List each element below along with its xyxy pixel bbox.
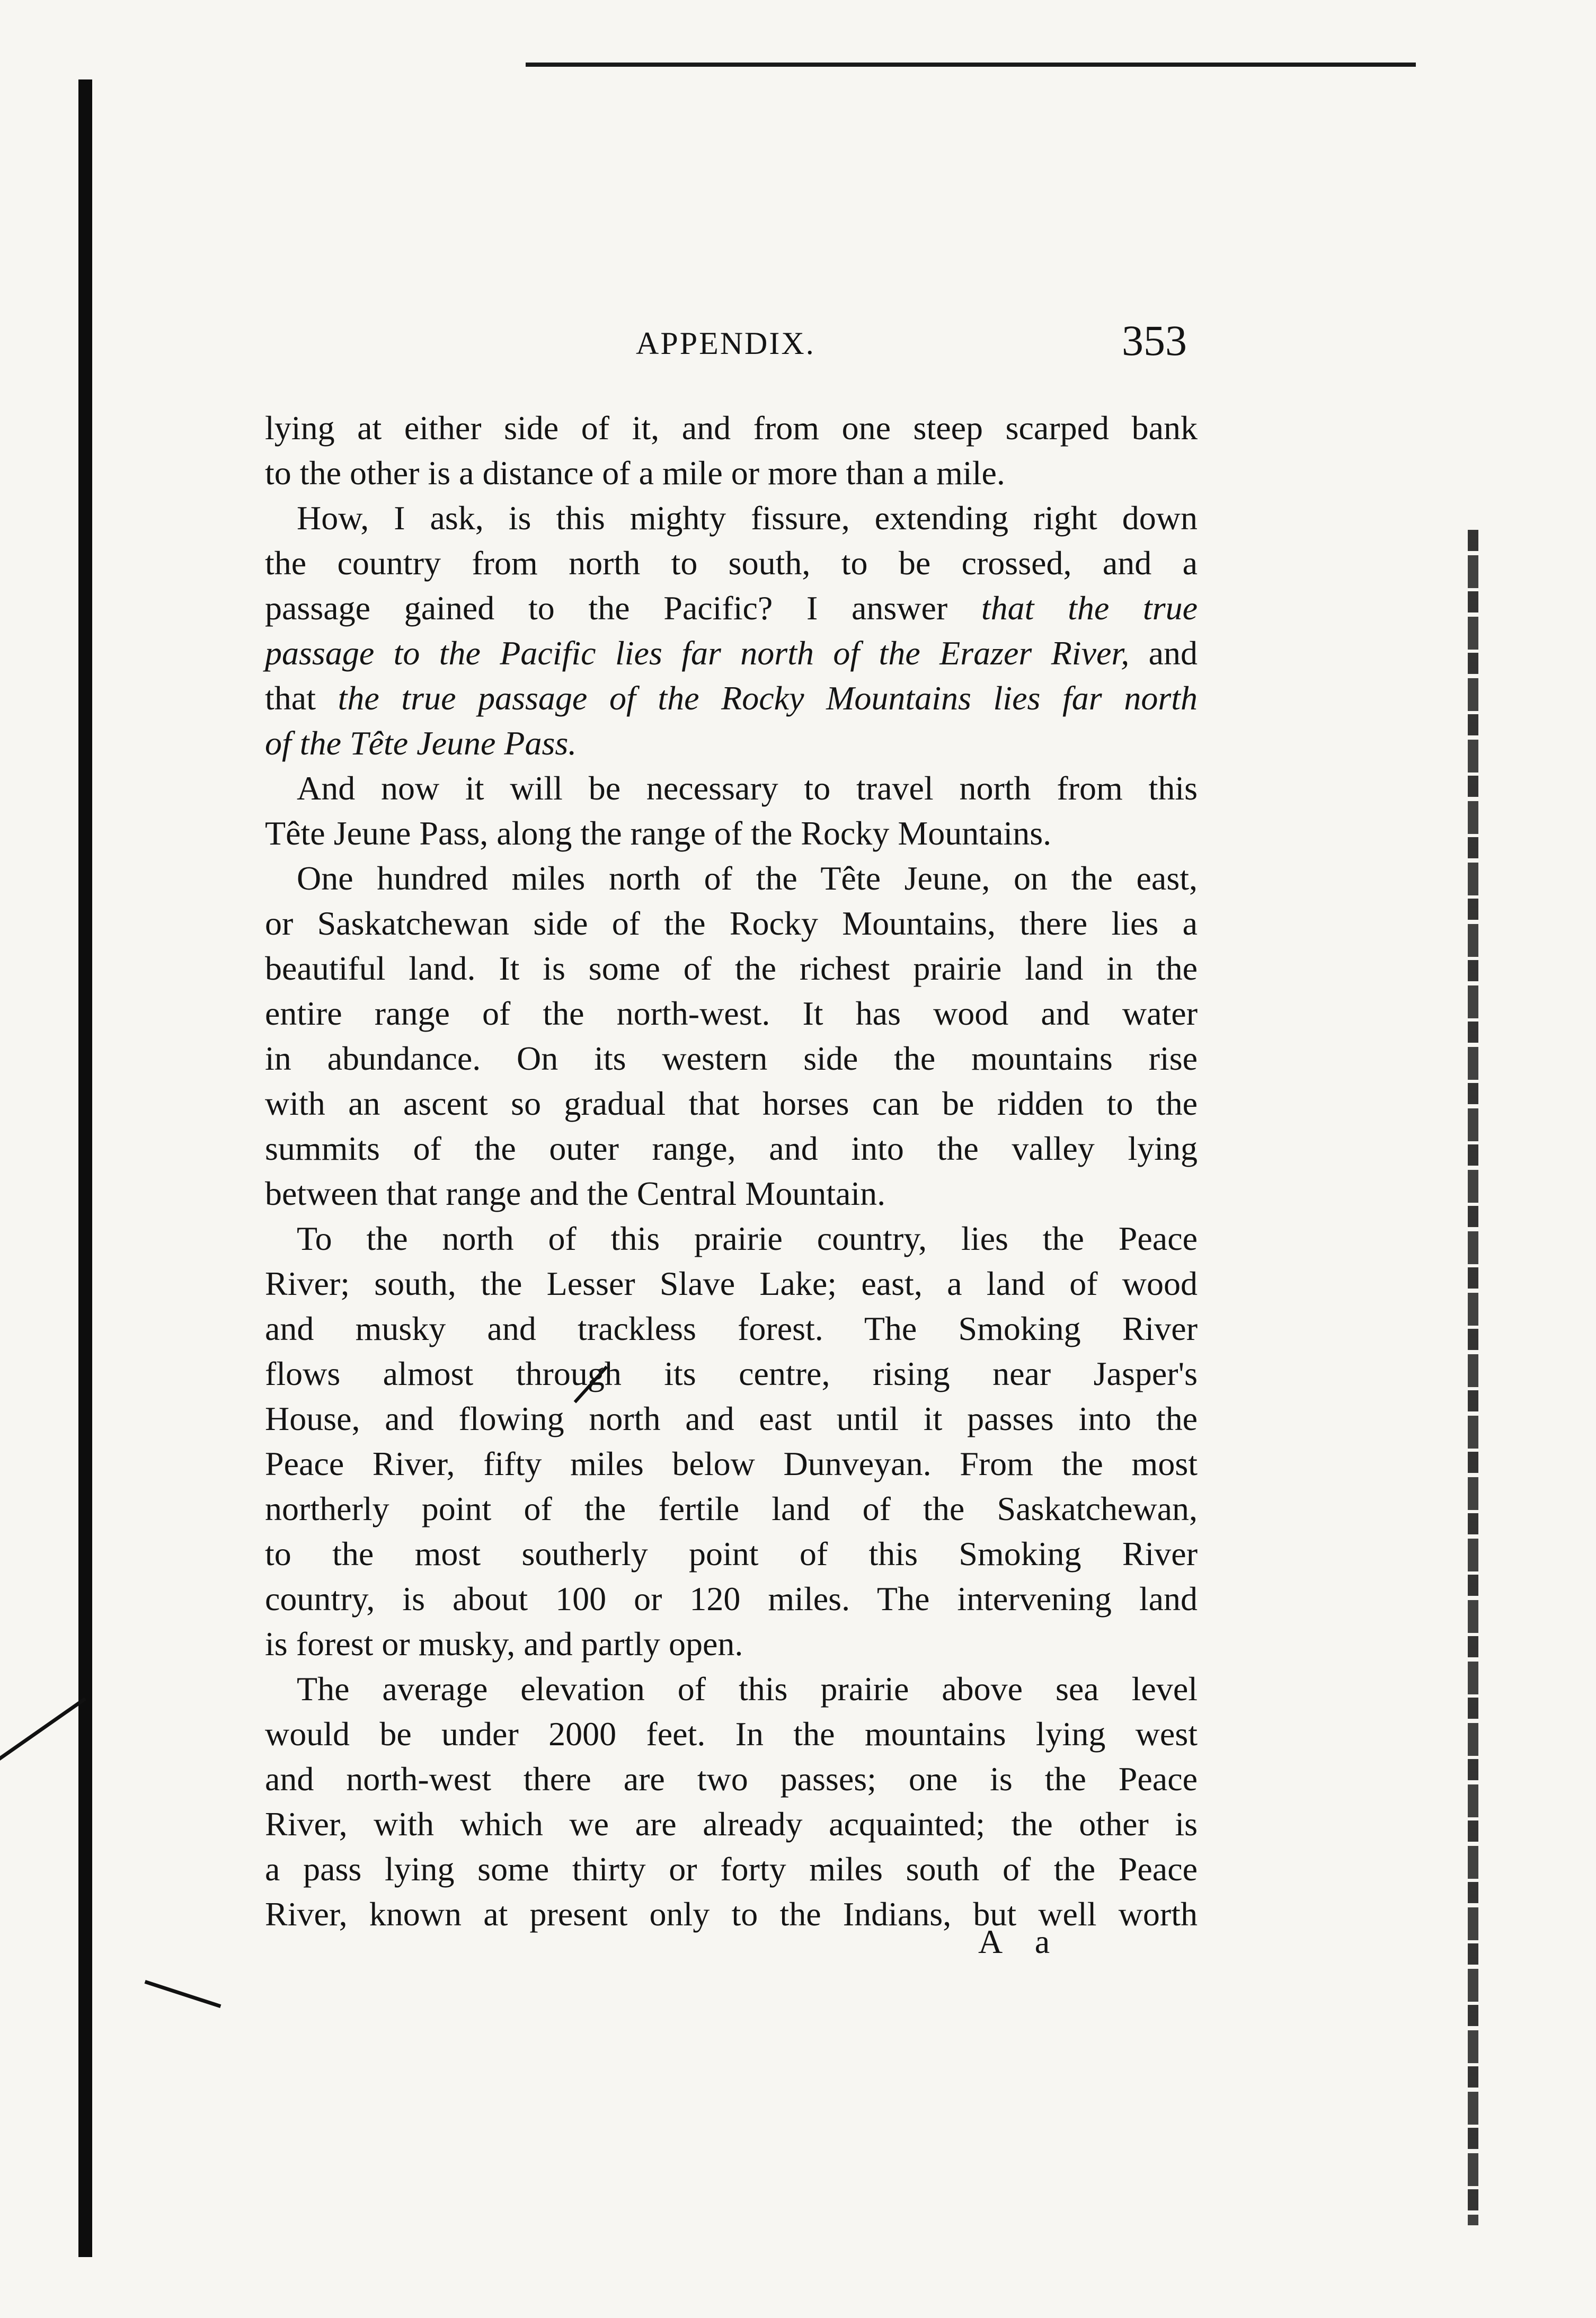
text-run: And now it will be necessary to travel north from this (297, 769, 1198, 807)
text-run: beautiful land. It is some of the richest prairie land in the (265, 949, 1198, 987)
italic-text: passage to the Pacific lies far north of the Erazer River, (265, 634, 1130, 672)
text-line (265, 1576, 1198, 1621)
text-run: entire range of the north-west. It has wood and water (265, 994, 1198, 1032)
italic-text: of the Tête Jeune Pass. (265, 724, 577, 762)
text-line (265, 1351, 1198, 1396)
text-run: River, with which we are already acquainted; the other is (265, 1805, 1198, 1843)
text-line (265, 1396, 1198, 1441)
text-run: in abundance. On its western side the mountains rise (265, 1040, 1198, 1077)
text-line (265, 721, 1198, 766)
text-line (265, 1261, 1198, 1306)
signature-mark: A a (978, 1923, 1063, 1960)
text-run: and north-west there are two passes; one is the Peace (265, 1760, 1198, 1798)
text-run: River; south, the Lesser Slave Lake; east, a land of wood (265, 1265, 1198, 1302)
text-line (265, 1621, 1198, 1666)
text-line (265, 540, 1198, 585)
text-line (265, 1756, 1198, 1801)
body-text (265, 405, 1198, 1937)
text-run: The average elevation of this prairie above sea level (297, 1670, 1198, 1708)
italic-text: the true passage of the Rocky Mountains lies far north (338, 679, 1198, 717)
text-line (265, 991, 1198, 1036)
text-line (265, 1711, 1198, 1756)
text-run: with an ascent so gradual that horses can be ridden to the (265, 1085, 1198, 1122)
pencil-mark (0, 1697, 165, 1873)
text-line (265, 1666, 1198, 1711)
text-run: a pass lying some thirty or forty miles south of the Peace (265, 1850, 1198, 1888)
text-line (265, 450, 1198, 495)
text-run: and (1129, 634, 1198, 672)
page-edge-shadow (1468, 530, 1478, 2225)
text-run: the country from north to south, to be crossed, and a (265, 544, 1198, 582)
text-run: flows almost through its centre, rising near Jasper's (265, 1355, 1198, 1392)
text-run: How, I ask, is this mighty fissure, extending right down (297, 499, 1198, 537)
text-run: or Saskatchewan side of the Rocky Mountains, there lies a (265, 904, 1198, 942)
text-line (265, 1081, 1198, 1126)
text-line (265, 811, 1198, 856)
text-line (265, 1531, 1198, 1576)
text-line (265, 585, 1198, 630)
text-run: to the most southerly point of this Smoking River (265, 1535, 1198, 1573)
text-line (265, 946, 1198, 991)
text-line (265, 630, 1198, 676)
text-run: and musky and trackless forest. The Smoking River (265, 1310, 1198, 1347)
pencil-mark (145, 1980, 221, 2008)
text-run: Tête Jeune Pass, along the range of the Rocky Mountains. (265, 814, 1052, 852)
text-run: Peace River, fifty miles below Dunveyan. From the most (265, 1445, 1198, 1482)
text-line (265, 1126, 1198, 1171)
text-run: House, and flowing north and east until it passes into the (265, 1400, 1198, 1437)
text-run: River, known at present only to the Indians, but well worth (265, 1895, 1198, 1933)
text-line (265, 405, 1198, 450)
page-header (265, 316, 1187, 372)
text-run: that (265, 679, 338, 717)
text-run: northerly point of the fertile land of the Saskatchewan, (265, 1490, 1198, 1527)
text-run: passage gained to the Pacific? I answer (265, 589, 981, 627)
top-rule (526, 63, 1416, 67)
text-line (265, 901, 1198, 946)
text-line (265, 1486, 1198, 1531)
text-line (265, 766, 1198, 811)
text-run: One hundred miles north of the Tête Jeune, on the east, (297, 859, 1198, 897)
page-number: 353 (1122, 316, 1187, 365)
running-head: APPENDIX. (636, 326, 815, 361)
italic-text: that the true (981, 589, 1198, 627)
text-line (265, 1306, 1198, 1351)
text-run: country, is about 100 or 120 miles. The intervening land (265, 1580, 1198, 1618)
text-run: lying at either side of it, and from one steep scarped bank (265, 409, 1198, 447)
text-line (265, 1441, 1198, 1486)
text-line (265, 1801, 1198, 1846)
text-line (265, 1216, 1198, 1261)
text-run: is forest or musky, and partly open. (265, 1625, 743, 1663)
text-line (265, 1846, 1198, 1891)
text-line (265, 856, 1198, 901)
text-run: summits of the outer range, and into the valley lying (265, 1130, 1198, 1167)
text-line (265, 495, 1198, 540)
text-line (265, 1171, 1198, 1216)
text-run: would be under 2000 feet. In the mountains lying west (265, 1715, 1198, 1753)
text-run: to the other is a distance of a mile or more than a mile. (265, 454, 1005, 492)
text-run: To the north of this prairie country, lies the Peace (297, 1220, 1198, 1257)
binding-rule (78, 79, 92, 2257)
text-line (265, 676, 1198, 721)
text-line (265, 1036, 1198, 1081)
text-run: between that range and the Central Mountain. (265, 1175, 886, 1212)
